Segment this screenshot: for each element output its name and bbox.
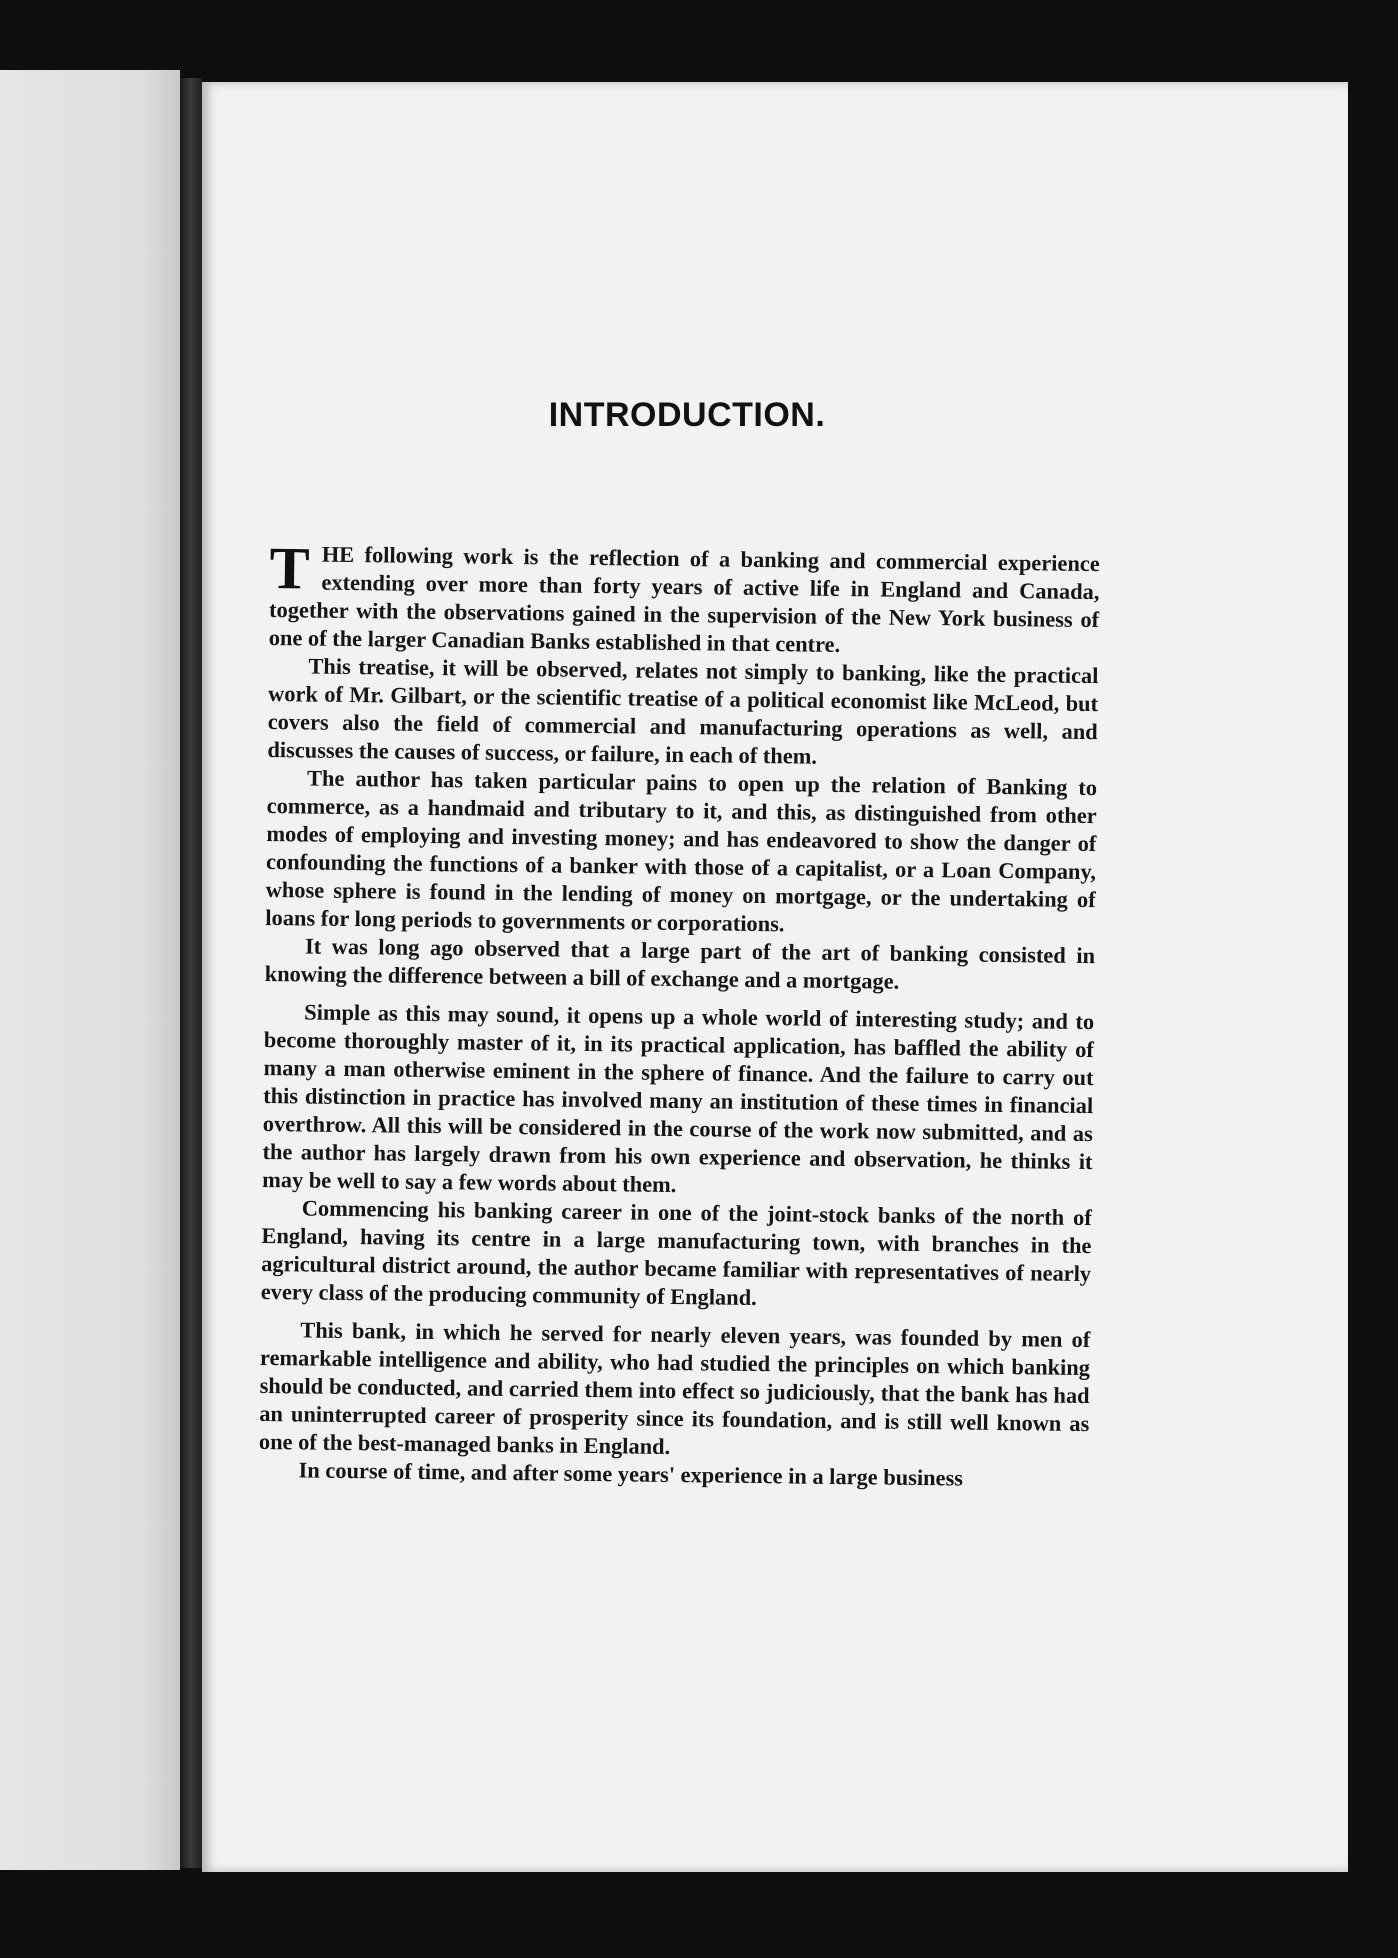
book-spine bbox=[180, 78, 202, 1868]
body-text bbox=[258, 535, 1100, 1494]
drop-cap: T bbox=[269, 535, 311, 602]
paragraph-2: This treatise, it will be observed, relates not simply to banking, like the practical work of Mr. Gilbart, or the scientific treatise of a political economist like McLeod, but covers also the field of commercial and manufacturing operations as well, and discusses the causes of success, or failure, in each of them. bbox=[267, 653, 1099, 769]
paragraph-8: In course of time, and after some years' experience in a large business bbox=[298, 1457, 964, 1491]
paragraph-1 bbox=[268, 535, 1100, 662]
page-title: INTRODUCTION. bbox=[548, 396, 826, 434]
paragraph-7: This bank, in which he served for nearly eleven years, was founded by men of remarkable intelligence and ability, who had studied the principles on which banking should be conducted, and carried them into effect so judiciously, that the bank has had an uninterrupted career of prosperity since its foundation, and is still well known as one of the best-managed banks in England. bbox=[258, 1317, 1091, 1459]
paragraph-5: Simple as this may sound, it opens up a whole world of interesting study; and to become thoroughly master of it, in its practical application, has baffled the ability of many a man otherwise eminent in the sphere of finance. And the failure to carry out this distinction in practice has involved many an institution of these times in financial overthrow. All this will be considered in the course of the work now submitted, and as the author has largely drawn from his own experience and observation, he thinks it may be well to say a few words about them. bbox=[262, 999, 1095, 1198]
paragraph-6: Commencing his banking career in one of the joint-stock banks of the north of England, having its centre in a large manufacturing town, with branches in the agricultural district around, the author became familiar with representatives of nearly every class of the producing community of England. bbox=[260, 1195, 1092, 1311]
paragraph-4: It was long ago observed that a large part of the art of banking consisted in knowing the difference between a bill of exchange and a mortgage. bbox=[264, 933, 1096, 994]
left-page-edge bbox=[0, 70, 180, 1870]
paragraph-3: The author has taken particular pains to open up the relation of Banking to commerce, as a handmaid and tributary to it, and this, as distinguished from other modes of employing and investing money; and has endeavored to show the danger of confounding the functions of a banker with those of a capitalist, or a Loan Company, whose sphere is found in the lending of money on mortgage, or the undertaking of loans for long periods to governments or corporations. bbox=[265, 765, 1098, 937]
paragraph-1-text: HE following work is the reflection of a banking and commercial experience extending over more than forty years of active life in England and Canada, together with the observations gained in the supervision of the New York business of one of the larger Canadian Banks established in that centre. bbox=[268, 541, 1100, 657]
